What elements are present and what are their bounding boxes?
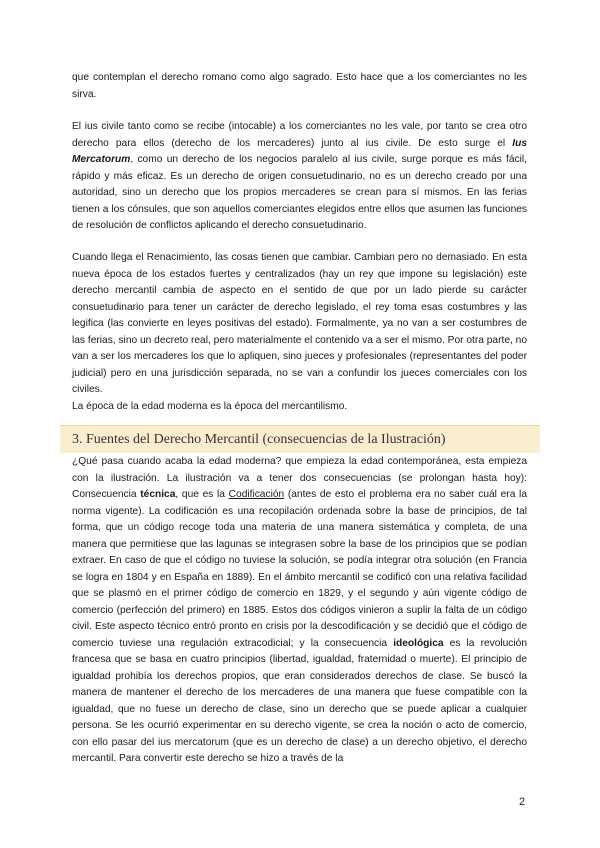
paragraph-text: (antes de esto el problema era no saber cuál era la norma vigente). La codificación es una recopilación ordenada sobre la base de principios, de tal forma, que un código recoge toda una materia de una manera sistemática y completa, de una manera que permitiese que las lagunas se integrasen sobre la base de los principios que se podían extraer. En caso de que el código no tuviese la solución, se podía integrar otra solución (en Francia se logra en 1804 y en España en 1889). En el ámbito mercantil se codificó con una relativa facilidad que se plasmó en el primer código de comercio en 1829, y el segundo y aún vigente código de comercio (perfección del primero) en 1885. Estos dos códigos vinieron a suplir la falta de un código civil. Este aspecto técnico entró pronto en crisis por la descodificación y se decidió que el código de comercio tuviese una regulación extracodicial; y la consecuencia: [72, 489, 527, 649]
paragraph-renacimiento: [72, 250, 527, 415]
page-number: 2: [519, 796, 526, 808]
paragraph-text: ¿Qué pasa cuando acaba la edad moderna? que empieza la edad contemporánea, esta empieza con la ilustración. La ilustración va a tener dos consecuencias (se prolongan hasta hoy): Consecuencia: [72, 456, 527, 500]
paragraph-ilustracion: [72, 454, 527, 768]
paragraph-text: El ius civile tanto como se recibe (intocable) a los comerciantes no les vale, por tanto se crea otro derecho para ellos (derecho de los mercaderes) junto al ius civile. De esto surge el: [72, 121, 527, 149]
paragraph-text: La época de la edad moderna es la época del mercantilismo.: [72, 400, 348, 412]
paragraph-text: Cuando llega el Renacimiento, las cosas tienen que cambiar. Cambian pero no demasiado. En esta nueva época de los estados fuertes y centralizados (hay un rey que impone su legislación) este derecho mercantil cambia de aspecto en el sentido de que por un lado pierde su carácter consuetudinario para tener un carácter de derecho legislado, el rey toma esas costumbres y las legifica (las convierte en leyes positivas del estado). Formalmente, ya no van a ser costumbres de las ferias, sino un decreto real, pero materialmente el contenido va a ser el mismo. Por otra parte, no van a ser los mercaderes los que lo apliquen, sino jueces y profesionales (representantes del poder judicial) pero en una jurisdicción separada, no se van a confundir los jueces comerciales con los civiles.: [72, 252, 527, 395]
paragraph-text: , que es la: [175, 489, 229, 500]
paragraph-text: es la revolución francesa que se basa en cuatro principios (libertad, igualdad, fraternidad o muerte). El principio de igualdad prohibía los derechos propios, que eran considerados derechos de clase. Se buscó la manera de mantener el derecho de los mercaderes de una manera que fuese compatible con la igualdad, que no fuese un derecho de clase, sino un derecho que se puede aplicar a cualquier persona. Se les ocurrió experimentar en su derecho vigente, se crea la noción o acto de comercio, con ello pasar del ius mercatorum (que es un derecho de clase) a un derecho objetivo, el derecho mercantil. Para convertir este derecho se hizo a través de la: [72, 637, 527, 764]
paragraph-ius-mercatorum: [72, 119, 527, 235]
emphasis-ius-mercatorum: Ius Mercatorum: [72, 137, 527, 165]
section-heading: 3. Fuentes del Derecho Mercantil (consecuencias de la Ilustración): [60, 425, 540, 453]
emphasis-tecnica: técnica: [140, 489, 176, 500]
underlined-codificacion: Codificación: [228, 489, 285, 500]
paragraph-text: , como un derecho de los negocios paralelo al ius civile, surge porque es más fácil, rápido y más eficaz. Es un derecho de origen consuetudinario, no es un derecho creado por una autoridad, sino un derecho que los propios mercaderes se crean para sí mismos. En las ferias tienen a los cónsules, que son aquellos comerciantes elegidos entre ellos que asumen las funciones de resolución de conflictos aplicando el derecho consuetudinario.: [72, 154, 527, 231]
emphasis-ideologica: ideológica: [393, 637, 444, 649]
paragraph-roman-law: que contemplan el derecho romano como algo sagrado. Esto hace que a los comerciantes no les sirva.: [72, 72, 527, 100]
